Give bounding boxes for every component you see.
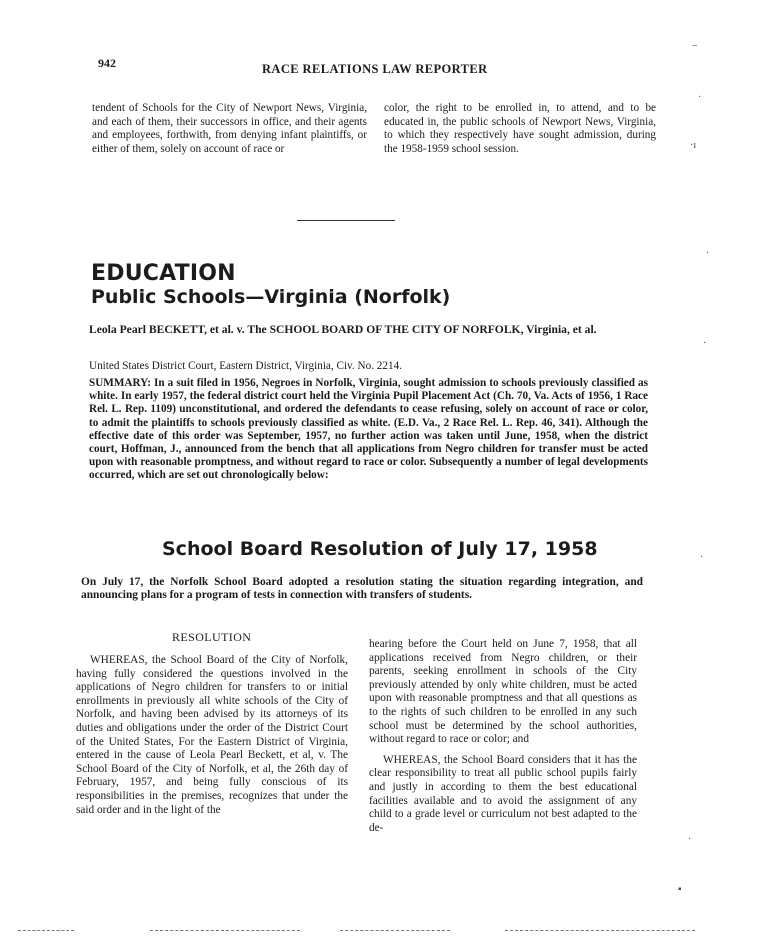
scan-mark: · [706,248,710,259]
scan-edge-line [18,930,74,931]
scan-edge-line [150,930,300,931]
section-subheading: Public Schools—Virginia (Norfolk) [91,286,451,308]
section-divider [297,220,395,221]
scan-mark: · [698,92,702,103]
page-number: 942 [98,56,116,70]
resolution-paragraph: WHEREAS, the School Board of the City of Norfolk, having fully considered the questions involved in the applications of Negro children for transfers to or initial enrollments in previously all white schools of the City of Norfolk, and having been advised by its attorneys of its duties and obligations under the order of the District Court of the United States, For the Eastern District of Virginia, entered in the cause of Leola Pearl Beckett, et al, v. The School Board of the City of Norfolk, et al, the 26th day of February, 1957, and being fully conscious of its responsibilities in the premises, recognizes that under the said order and in the light of the [76,654,348,816]
resolution-left-column [76,654,348,817]
scan-mark: · [700,552,704,563]
resolution-label: RESOLUTION [172,630,252,644]
scan-mark: ▪ [678,884,682,895]
court-line: United States District Court, Eastern District, Virginia, Civ. No. 2214. [89,360,402,372]
scan-mark: · [688,834,692,845]
section-heading: EDUCATION [91,261,236,286]
case-summary: SUMMARY: In a suit filed in 1956, Negroes in Norfolk, Virginia, sought admission to schools previously classified as white. In early 1957, the federal district court held the Virginia Pupil Placement Act (Ch. 70, Va. Acts of 1956, 1 Race Rel. L. Rep. 1109) unconstitutional, and ordered the defendants to cease refusing, solely on account of race or color, to admit the plaintiffs to schools previously classified as white. (E.D. Va., 2 Race Rel. L. Rep. 46, 341). Although the effective date of this order was September, 1957, no further action was taken until June, 1958, when the district court, Hoffman, J., announced from the bench that all applications from Negro children for transfer must be acted upon with reasonable promptness, and without regard to race or color. Subsequently a number of legal developments occurred, which are set out chronologically below: [89,377,648,482]
resolution-paragraph: WHEREAS, the School Board considers that it has the clear responsibility to treat all public school pupils fairly and justly in according to them the best educational facilities available and to avoid the assignment of any child to a grade level or curriculum not best adapted to the de- [369,753,637,834]
case-title: Leola Pearl BECKETT, et al. v. The SCHOOL BOARD OF THE CITY OF NORFOLK, Virginia, et al. [89,323,597,336]
resolution-right-column [369,638,637,835]
scan-mark: ·ı [690,140,697,151]
resolution-paragraph: hearing before the Court held on June 7, 1958, that all applications received from Negro children, or their parents, seeking enrollment in schools of the City previously attended by only white children, must be acted upon with reasonable promptness and that all questions as to the rights of such children to be enrolled in any such school must be determined by the school authorities, without regard to race or color; and [369,638,637,746]
scan-edge-line [505,930,695,931]
scan-mark: · [703,338,707,349]
resolution-intro: On July 17, the Norfolk School Board adopted a resolution stating the situation regarding integration, and announcing plans for a program of tests in connection with transfers of students. [81,576,643,602]
scan-mark: – [692,40,697,51]
top-right-column: color, the right to be enrolled in, to attend, and to be educated in, the public schools of Newport News, Virginia, to which they respectively have sought admission, during the 1958-1959 school session. [384,102,656,155]
running-title: RACE RELATIONS LAW REPORTER [262,62,488,76]
top-left-column: tendent of Schools for the City of Newport News, Virginia, and each of them, their successors in office, and their agents and employees, forthwith, from denying infant plaintiffs, or either of them, solely on account of race or [92,102,367,155]
scan-edge-line [340,930,450,931]
resolution-heading: School Board Resolution of July 17, 1958 [162,538,598,560]
